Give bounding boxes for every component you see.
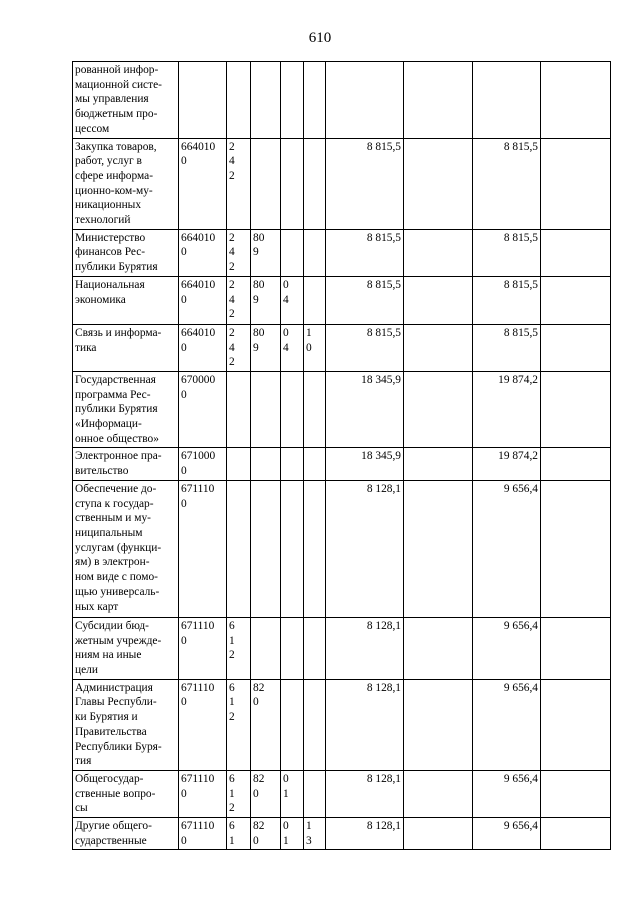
cell-ministry-code: 82 0 xyxy=(251,770,281,817)
cell-target-code: 664010 0 xyxy=(179,229,227,276)
budget-table xyxy=(72,61,611,850)
cell-empty xyxy=(404,448,473,480)
cell-amount-2: 9 656,4 xyxy=(473,818,541,850)
cell-expense-type xyxy=(227,371,251,448)
cell-amount-2: 9 656,4 xyxy=(473,679,541,770)
cell-subsection: 1 0 xyxy=(304,324,326,371)
cell-empty xyxy=(404,679,473,770)
cell-empty xyxy=(404,229,473,276)
cell-amount-2: 9 656,4 xyxy=(473,617,541,679)
table-row xyxy=(73,448,611,480)
cell-name: Государственная программа Рес- публики Бурятия «Информаци- онное общество» xyxy=(73,371,179,448)
cell-name: Закупка товаров, работ, услуг в сфере информа- ционно-ком-му- никационных технологий xyxy=(73,138,179,229)
cell-empty xyxy=(404,371,473,448)
cell-target-code xyxy=(179,62,227,139)
cell-target-code: 664010 0 xyxy=(179,138,227,229)
table-row xyxy=(73,324,611,371)
cell-amount-2: 8 815,5 xyxy=(473,138,541,229)
cell-amount-1: 8 128,1 xyxy=(326,480,404,617)
cell-empty xyxy=(541,448,611,480)
cell-section xyxy=(281,62,304,139)
cell-amount-1: 8 128,1 xyxy=(326,770,404,817)
cell-ministry-code: 80 9 xyxy=(251,229,281,276)
cell-subsection: 1 3 xyxy=(304,818,326,850)
cell-section: 0 1 xyxy=(281,770,304,817)
table-row xyxy=(73,679,611,770)
cell-target-code: 670000 0 xyxy=(179,371,227,448)
cell-amount-2: 9 656,4 xyxy=(473,480,541,617)
cell-amount-2: 19 874,2 xyxy=(473,448,541,480)
table-row xyxy=(73,480,611,617)
cell-amount-2 xyxy=(473,62,541,139)
cell-target-code: 671110 0 xyxy=(179,770,227,817)
cell-empty xyxy=(541,276,611,324)
cell-amount-1: 8 128,1 xyxy=(326,818,404,850)
page-number: 610 xyxy=(308,30,332,46)
cell-empty xyxy=(404,324,473,371)
cell-expense-type xyxy=(227,62,251,139)
table-row xyxy=(73,371,611,448)
cell-target-code: 671110 0 xyxy=(179,679,227,770)
table-row xyxy=(73,138,611,229)
cell-empty xyxy=(404,818,473,850)
cell-empty xyxy=(541,324,611,371)
cell-expense-type: 6 1 2 xyxy=(227,679,251,770)
cell-empty xyxy=(541,679,611,770)
cell-amount-2: 19 874,2 xyxy=(473,371,541,448)
cell-name: Связь и информа- тика xyxy=(73,324,179,371)
cell-empty xyxy=(541,62,611,139)
cell-subsection xyxy=(304,229,326,276)
cell-name: Национальная экономика xyxy=(73,276,179,324)
cell-target-code: 671000 0 xyxy=(179,448,227,480)
cell-amount-2: 8 815,5 xyxy=(473,324,541,371)
cell-expense-type xyxy=(227,448,251,480)
cell-name: Администрация Главы Республи- ки Бурятия и Правительства Республики Буря- тия xyxy=(73,679,179,770)
table-row xyxy=(73,62,611,139)
cell-section xyxy=(281,480,304,617)
cell-amount-1: 8 128,1 xyxy=(326,679,404,770)
cell-empty xyxy=(541,617,611,679)
cell-target-code: 664010 0 xyxy=(179,324,227,371)
cell-expense-type: 2 4 2 xyxy=(227,138,251,229)
cell-name: рованной инфор- мационной систе- мы управления бюджетным про- цессом xyxy=(73,62,179,139)
cell-name: Обеспечение до- ступа к государ- ственным и му- ниципальным услугам (функци- ям) в электрон- ном виде с помо- щью универсаль- ных карт xyxy=(73,480,179,617)
table-row xyxy=(73,818,611,850)
cell-subsection xyxy=(304,62,326,139)
cell-section xyxy=(281,617,304,679)
cell-ministry-code: 82 0 xyxy=(251,818,281,850)
cell-amount-1: 8 815,5 xyxy=(326,324,404,371)
cell-empty xyxy=(404,770,473,817)
cell-ministry-code: 82 0 xyxy=(251,679,281,770)
cell-name: Электронное пра- вительство xyxy=(73,448,179,480)
cell-target-code: 671110 0 xyxy=(179,617,227,679)
cell-ministry-code: 80 9 xyxy=(251,324,281,371)
cell-expense-type: 2 4 2 xyxy=(227,229,251,276)
cell-subsection xyxy=(304,138,326,229)
cell-section xyxy=(281,448,304,480)
cell-empty xyxy=(541,229,611,276)
cell-target-code: 671110 0 xyxy=(179,480,227,617)
cell-target-code: 671110 0 xyxy=(179,818,227,850)
cell-subsection xyxy=(304,371,326,448)
cell-section: 0 1 xyxy=(281,818,304,850)
cell-section xyxy=(281,229,304,276)
cell-empty xyxy=(541,770,611,817)
cell-expense-type xyxy=(227,480,251,617)
cell-name: Министерство финансов Рес- публики Бурятия xyxy=(73,229,179,276)
cell-subsection xyxy=(304,448,326,480)
cell-section: 0 4 xyxy=(281,324,304,371)
cell-ministry-code xyxy=(251,138,281,229)
cell-amount-2: 8 815,5 xyxy=(473,276,541,324)
cell-empty xyxy=(404,138,473,229)
cell-amount-1: 8 815,5 xyxy=(326,229,404,276)
cell-name: Общегосудар- ственные вопро- сы xyxy=(73,770,179,817)
cell-section xyxy=(281,679,304,770)
cell-empty xyxy=(404,62,473,139)
cell-subsection xyxy=(304,480,326,617)
cell-amount-1: 8 128,1 xyxy=(326,617,404,679)
cell-target-code: 664010 0 xyxy=(179,276,227,324)
table-row xyxy=(73,617,611,679)
cell-amount-1: 8 815,5 xyxy=(326,138,404,229)
cell-ministry-code xyxy=(251,448,281,480)
table-row xyxy=(73,770,611,817)
cell-empty xyxy=(541,371,611,448)
cell-section xyxy=(281,371,304,448)
cell-empty xyxy=(541,138,611,229)
cell-amount-2: 8 815,5 xyxy=(473,229,541,276)
cell-empty xyxy=(404,276,473,324)
cell-expense-type: 6 1 xyxy=(227,818,251,850)
cell-empty xyxy=(404,480,473,617)
cell-ministry-code xyxy=(251,480,281,617)
cell-empty xyxy=(541,818,611,850)
cell-ministry-code xyxy=(251,617,281,679)
cell-expense-type: 6 1 2 xyxy=(227,617,251,679)
cell-amount-1 xyxy=(326,62,404,139)
cell-empty xyxy=(404,617,473,679)
cell-subsection xyxy=(304,276,326,324)
cell-name: Другие общего- сударственные xyxy=(73,818,179,850)
cell-section xyxy=(281,138,304,229)
cell-expense-type: 2 4 2 xyxy=(227,276,251,324)
cell-expense-type: 6 1 2 xyxy=(227,770,251,817)
cell-ministry-code xyxy=(251,371,281,448)
cell-amount-1: 18 345,9 xyxy=(326,371,404,448)
cell-amount-2: 9 656,4 xyxy=(473,770,541,817)
cell-subsection xyxy=(304,679,326,770)
cell-expense-type: 2 4 2 xyxy=(227,324,251,371)
cell-amount-1: 8 815,5 xyxy=(326,276,404,324)
cell-ministry-code: 80 9 xyxy=(251,276,281,324)
cell-name: Субсидии бюд- жетным учрежде- ниям на иные цели xyxy=(73,617,179,679)
cell-subsection xyxy=(304,617,326,679)
table-row xyxy=(73,276,611,324)
cell-empty xyxy=(541,480,611,617)
cell-ministry-code xyxy=(251,62,281,139)
cell-section: 0 4 xyxy=(281,276,304,324)
cell-subsection xyxy=(304,770,326,817)
table-row xyxy=(73,229,611,276)
cell-amount-1: 18 345,9 xyxy=(326,448,404,480)
